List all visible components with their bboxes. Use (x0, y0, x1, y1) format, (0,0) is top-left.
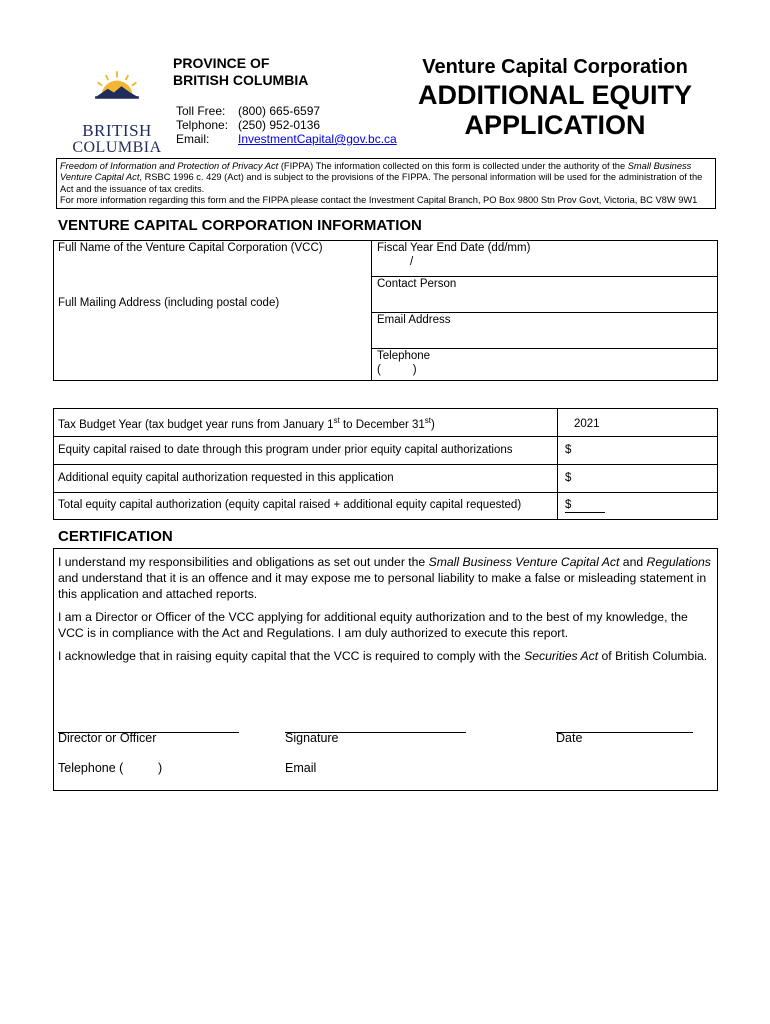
signature-label: Signature (285, 731, 339, 745)
province-line1: PROVINCE OF (173, 55, 270, 71)
form-title (380, 80, 730, 140)
date-label: Date (556, 731, 583, 745)
org-title: Venture Capital Corporation (422, 56, 688, 78)
province-line2: BRITISH COLUMBIA (173, 72, 309, 88)
email-address-field[interactable]: Email Address (377, 314, 451, 326)
vcc-full-name-field[interactable]: Full Name of the Venture Capital Corporation (VCC) (58, 242, 323, 254)
toll-free-label: Toll Free: (176, 104, 226, 118)
cert-paragraph-3: I acknowledge that in raising equity capital that the VCC is required to comply with the Securities Act of British Columbia. (58, 649, 708, 663)
logo-word-british: BRITISH (82, 121, 152, 140)
bc-logo-icon (72, 70, 162, 120)
vcc-telephone-field[interactable]: Telephone (377, 350, 431, 362)
fiscal-slash: / (410, 256, 414, 268)
total-equity-label: Total equity capital authorization (equity capital raised + additional equity capital requested) (58, 499, 522, 511)
tax-budget-year-value[interactable]: 2021 (574, 418, 600, 430)
cert-telephone-field[interactable]: Telephone ( ) (58, 761, 163, 775)
cert-paragraph-2: I am a Director or Officer of the VCC applying for additional equity authorization and to the best of my knowledge, the VCC is in compliance with the Act and Regulations. I am duly authorized to execute this report. (58, 610, 688, 640)
privacy-text2: , RSBC 1996 c. 429 (Act) and is subject to the provisions of the FIPPA. The personal information will be used for the administration of the Act and the issuance of tax credits. (60, 172, 703, 194)
equity-raised-value[interactable]: $ (565, 444, 572, 456)
province-header (173, 55, 308, 89)
email-link[interactable]: InvestmentCapital@gov.bc.ca (238, 132, 397, 146)
vcc-info-heading: VENTURE CAPITAL CORPORATION INFORMATION (58, 217, 422, 234)
email-label: Email: (176, 132, 210, 146)
certification-heading: CERTIFICATION (58, 528, 173, 545)
contact-person-field[interactable]: Contact Person (377, 278, 457, 290)
vcc-mailing-address-field[interactable]: Full Mailing Address (including postal code) (58, 297, 280, 309)
telephone-number: (250) 952-0136 (238, 118, 321, 132)
sbvc-act-name: Small Business Venture Capital Act (60, 161, 692, 183)
vcc-telephone-parens: ( ) (377, 364, 417, 376)
cert-email-field[interactable]: Email (285, 761, 317, 775)
total-equity-value[interactable]: $ (565, 499, 572, 511)
fippa-act-name: Freedom of Information and Protection of Privacy Act (60, 161, 279, 171)
tax-budget-year-label: Tax Budget Year (tax budget year runs from January 1st to December 31st) (58, 416, 435, 431)
director-officer-label: Director or Officer (58, 731, 157, 745)
fiscal-year-end-field[interactable]: Fiscal Year End Date (dd/mm) (377, 242, 531, 254)
additional-equity-label: Additional equity capital authorization requested in this application (58, 472, 394, 484)
equity-raised-label: Equity capital raised to date through this program under prior equity capital authorizations (58, 444, 513, 456)
contact-block (176, 104, 397, 146)
total-equity-underline (565, 512, 605, 513)
form-title-line2: APPLICATION (464, 110, 646, 140)
privacy-contact-line: For more information regarding this form and the FIPPA please contact the Investment Capital Branch, PO Box 9800 Stn Prov Govt, Victoria, BC V8W 9W1 (60, 194, 698, 205)
privacy-text1: (FIPPA) The information collected on this form is collected under the authority of the (278, 161, 628, 171)
cert-paragraph-1: I understand my responsibilities and obligations as set out under the Small Business Venture Capital Act and Regulations and understand that it is an offence and it may expose me to personal liability to make a false or misleading statement in this application and attached reports. (58, 555, 711, 601)
privacy-notice (56, 158, 716, 209)
form-title-line1: ADDITIONAL EQUITY (417, 80, 692, 110)
certification-text (58, 554, 713, 671)
telephone-label: Telphone: (176, 118, 229, 132)
toll-free-number: (800) 665-6597 (238, 104, 321, 118)
additional-equity-value[interactable]: $ (565, 472, 572, 484)
logo-word-columbia: COLUMBIA (72, 139, 162, 156)
